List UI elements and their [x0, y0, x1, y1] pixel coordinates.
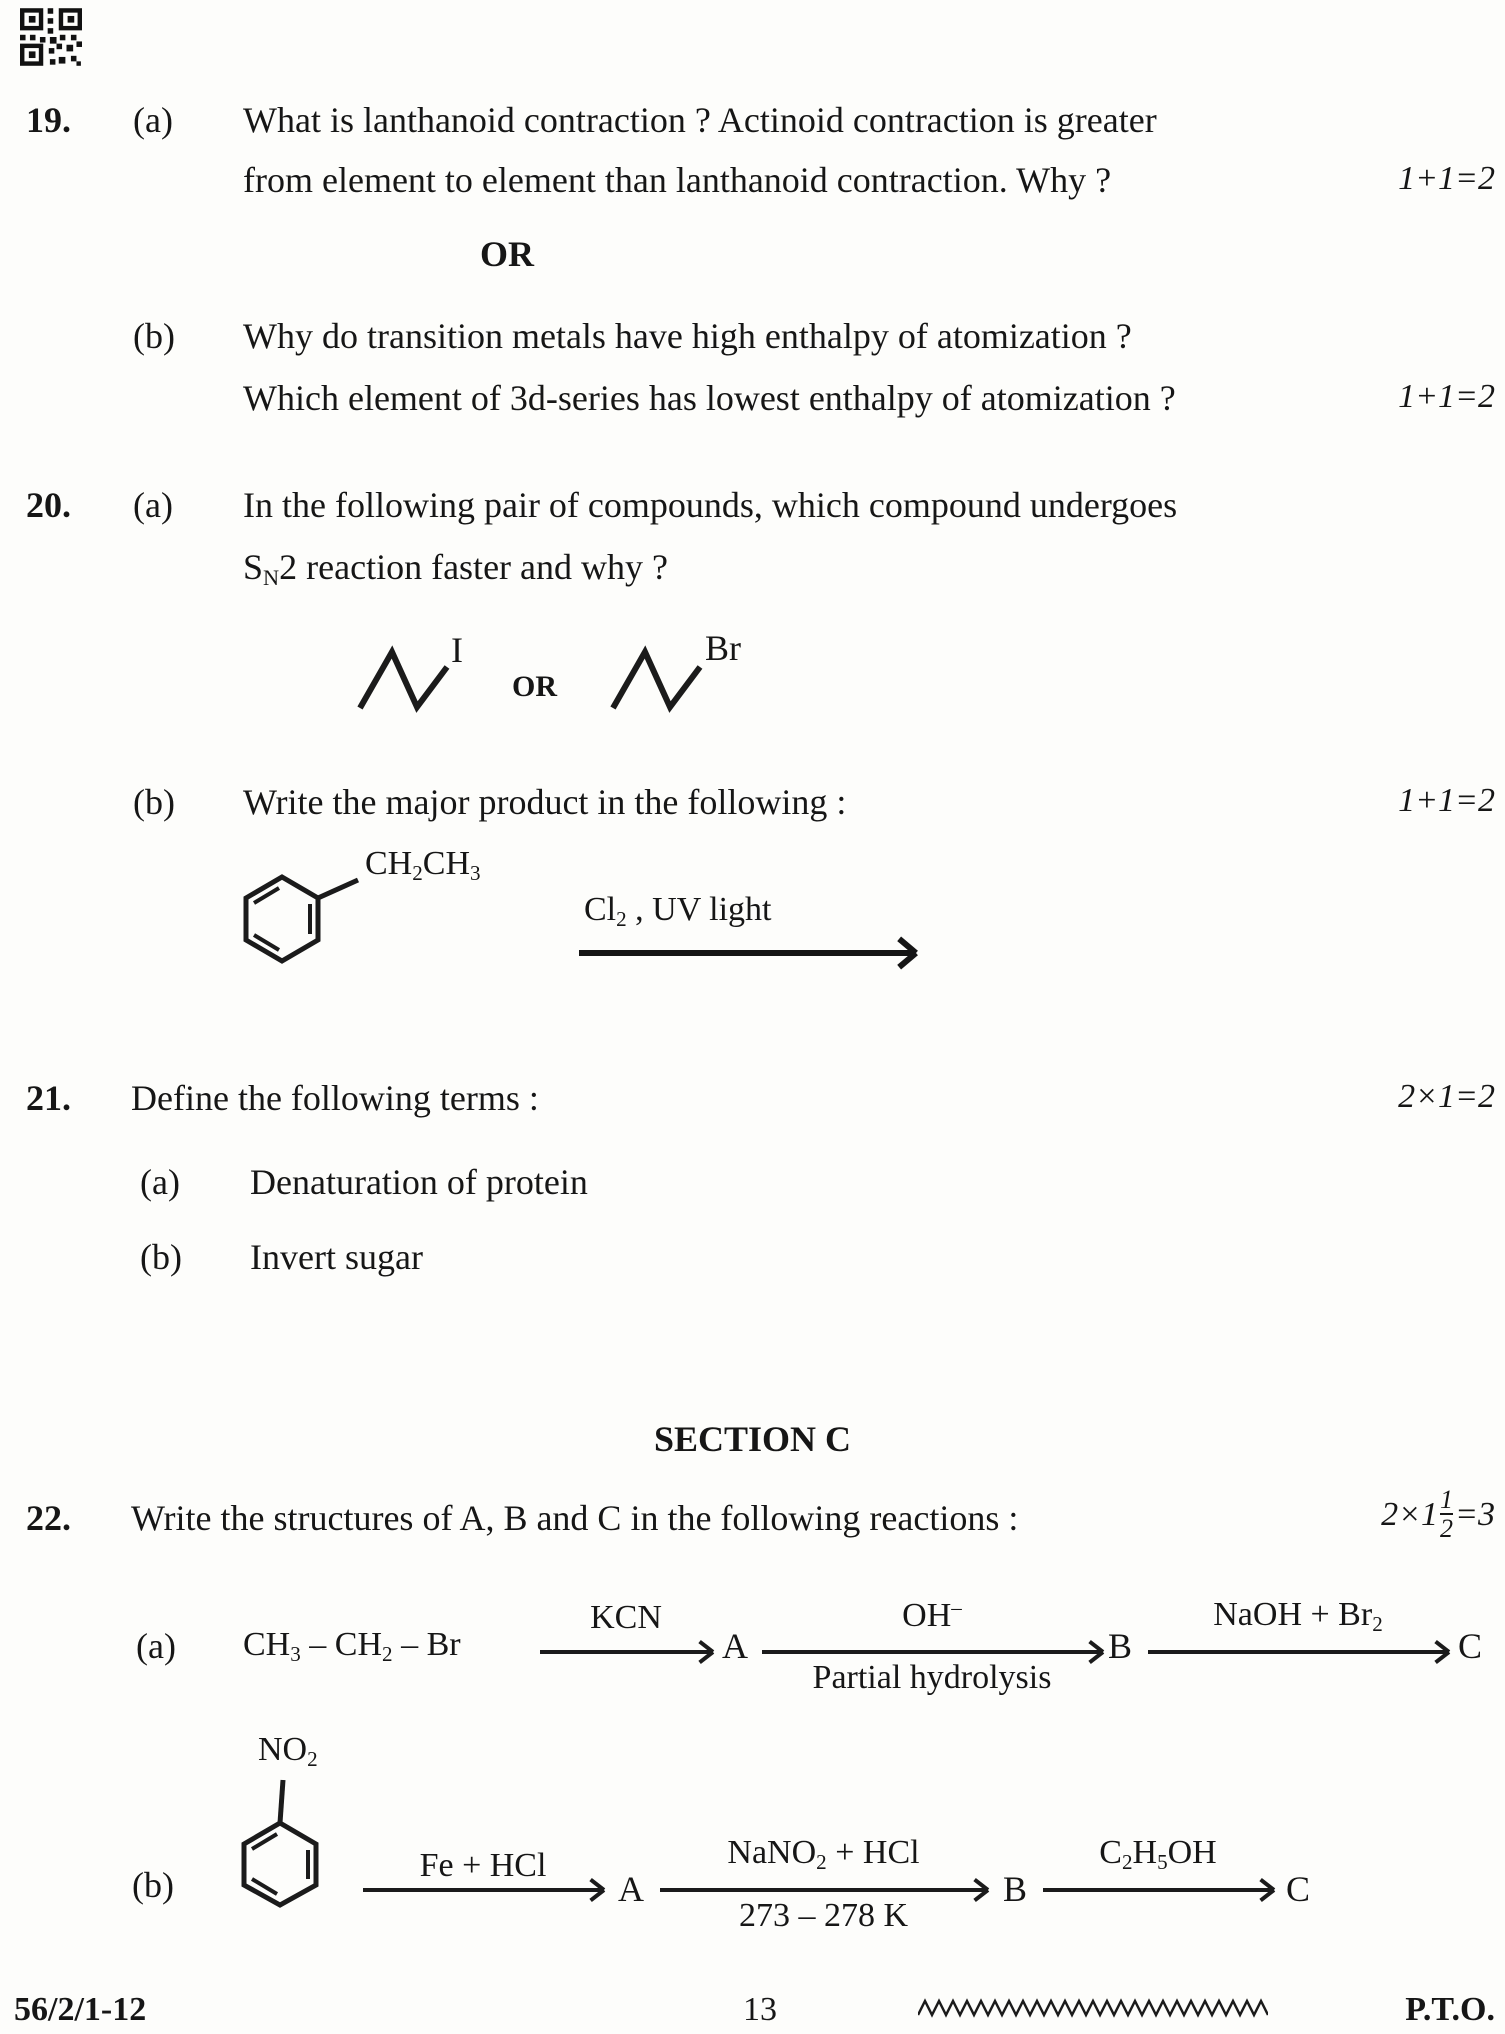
q20a-label: (a) — [133, 485, 173, 525]
q22-text: Write the structures of A, B and C in the following reactions : — [131, 1498, 1019, 1538]
q21-number: 21. — [26, 1078, 71, 1118]
ethylbenzene-ring — [236, 868, 366, 964]
q22-marks-pre: 2×1 — [1381, 1495, 1439, 1533]
q22b-step2-reagent: NaNO$_2$ + HCl — [727, 1834, 920, 1874]
nitrobenzene-ring — [234, 1776, 330, 1908]
q22a-step3-reagent: NaOH + $Br_2$ — [1213, 1596, 1383, 1636]
q22a-product-c: C — [1458, 1626, 1483, 1666]
q22a-start-compound: $CH_3 - CH_2$ – Br — [243, 1626, 461, 1666]
q22b-arrow-1 — [363, 1888, 603, 1892]
q22a-step2-condition: Partial hydrolysis — [812, 1659, 1052, 1696]
propyl-iodide-structure — [352, 618, 482, 718]
q20b-reagent-label: $Cl_2$ , UV light — [584, 891, 772, 931]
bromine-label: Br — [705, 628, 741, 668]
q19-number: 19. — [26, 100, 71, 140]
pto-label: P.T.O. — [1405, 1991, 1495, 2028]
q20b-reaction-arrow — [579, 950, 915, 956]
q22-marks-denominator: 2 — [1440, 1514, 1454, 1543]
q22a-label: (a) — [136, 1626, 176, 1666]
q19a-line2: from element to element than lanthanoid contraction. Why ? — [243, 160, 1112, 200]
q21-text: Define the following terms : — [131, 1078, 539, 1118]
ethyl-substituent-label: $CH_2CH_3$ — [365, 845, 481, 885]
nitro-group-label: $NO_2$ — [258, 1731, 318, 1771]
q20b-text: Write the major product in the following : — [243, 782, 847, 822]
q21a-label: (a) — [140, 1162, 180, 1202]
q22b-step3-reagent: $C_2H_5OH$ — [1099, 1834, 1217, 1874]
q22b-product-c: C — [1286, 1869, 1311, 1909]
q22b-step1-reagent: Fe + HCl — [419, 1847, 547, 1884]
q21a-text: Denaturation of protein — [250, 1162, 588, 1202]
q21-marks: 2×1=2 — [1398, 1078, 1495, 1115]
q22a-step1-reagent: KCN — [590, 1599, 662, 1636]
q22b-product-a: A — [618, 1869, 644, 1909]
iodine-label: I — [451, 630, 463, 670]
q22b-step2-condition: 273 – 278 K — [738, 1897, 909, 1934]
section-c-title: SECTION C — [653, 1419, 852, 1459]
q22a-step2-reagent: OH– — [902, 1595, 962, 1634]
q19a-label: (a) — [133, 100, 173, 140]
squiggle-divider — [918, 1996, 1268, 2020]
q22b-arrow-2 — [660, 1888, 987, 1892]
q22a-arrow-3 — [1148, 1650, 1448, 1654]
q19b-marks: 1+1=2 — [1398, 378, 1495, 415]
q19b-label: (b) — [133, 316, 175, 356]
q22-number: 22. — [26, 1498, 71, 1538]
q19b-line2: Which element of 3d-series has lowest enthalpy of atomization ? — [243, 378, 1176, 418]
q20a-or-separator: OR — [512, 670, 557, 703]
q19-or-separator: OR — [480, 234, 534, 274]
q22b-arrow-3 — [1043, 1888, 1273, 1892]
q22a-arrow-2 — [762, 1650, 1102, 1654]
q19b-line1: Why do transition metals have high enthalpy of atomization ? — [243, 316, 1132, 356]
q22a-product-a: A — [722, 1626, 748, 1666]
qr-code — [20, 8, 82, 66]
q21b-label: (b) — [140, 1237, 182, 1277]
q19a-line1: What is lanthanoid contraction ? Actinoid contraction is greater — [243, 100, 1157, 140]
q21b-text: Invert sugar — [250, 1237, 423, 1277]
q20b-marks: 1+1=2 — [1398, 782, 1495, 819]
q20-number: 20. — [26, 485, 71, 525]
q20b-label: (b) — [133, 782, 175, 822]
q22-marks-fraction — [1440, 1487, 1453, 1542]
q22-marks — [1381, 1487, 1495, 1542]
q22b-product-b: B — [1003, 1869, 1028, 1909]
q22b-label: (b) — [132, 1865, 174, 1905]
q20a-line1: In the following pair of compounds, which compound undergoes — [243, 485, 1178, 525]
q22-marks-post: =3 — [1455, 1495, 1495, 1533]
page-number: 13 — [743, 1991, 777, 2028]
q22a-product-b: B — [1108, 1626, 1133, 1666]
q22-marks-numerator: 1 — [1440, 1485, 1454, 1514]
q22a-arrow-1 — [540, 1650, 712, 1654]
paper-code: 56/2/1-12 — [14, 1991, 147, 2028]
q20a-line2: $S_N2$ reaction faster and why ? — [243, 547, 668, 591]
propyl-bromide-structure — [605, 618, 755, 718]
q19a-marks: 1+1=2 — [1398, 160, 1495, 197]
